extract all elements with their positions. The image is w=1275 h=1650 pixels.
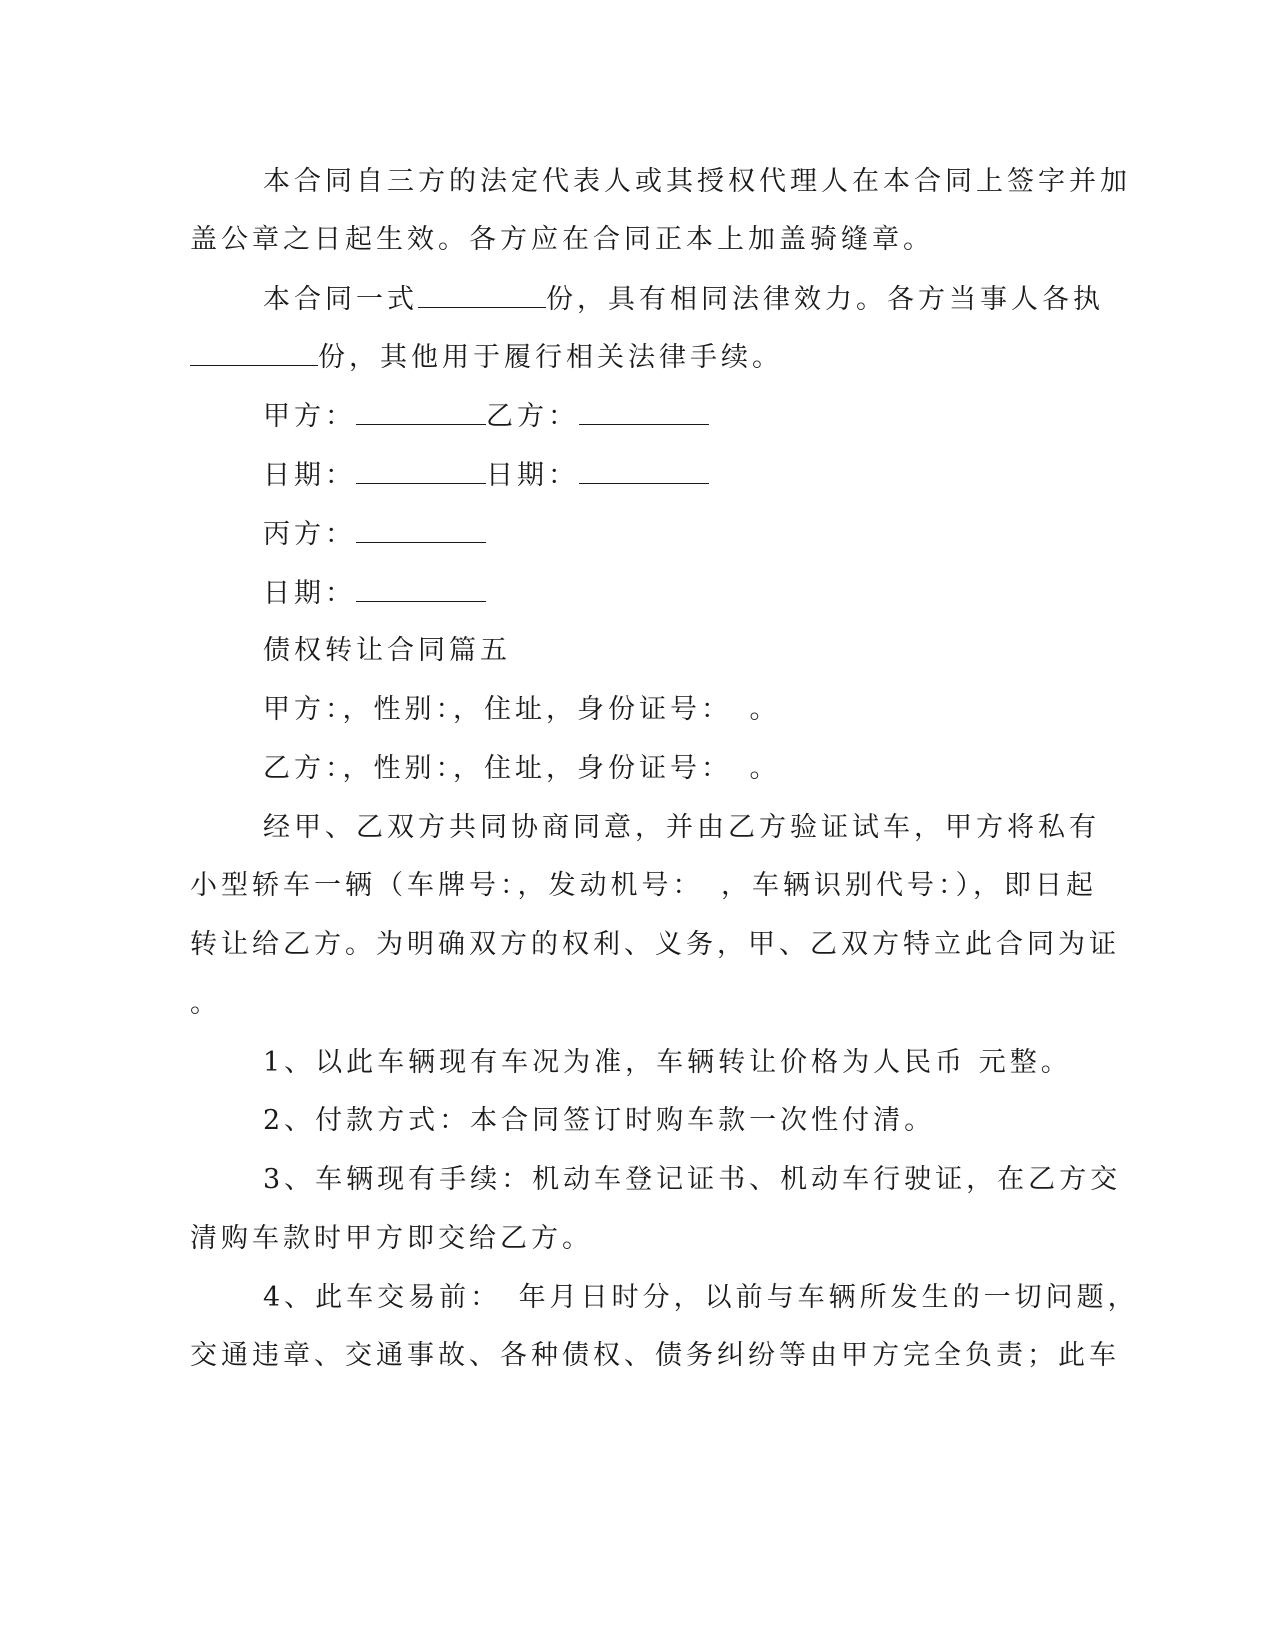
date-c-label: 日期： — [263, 578, 356, 609]
clause-1: 1、以此车辆现有车况为准，车辆转让价格为人民币 元整。 — [263, 1047, 1072, 1078]
party-a-label: 甲方： — [263, 401, 356, 432]
signature-row-date-c — [263, 575, 486, 612]
signature-row-party-c — [263, 516, 486, 553]
signature-row-parties-ab — [263, 398, 709, 435]
paragraph-copies-line-1 — [263, 281, 1104, 318]
party-a-blank — [356, 398, 486, 425]
clause-3-line-1: 3、车辆现有手续：机动车登记证书、机动车行驶证，在乙方交 — [263, 1164, 1122, 1195]
section-title: 债权转让合同篇五 — [263, 635, 511, 666]
date-a-label: 日期： — [263, 460, 356, 491]
copies-text-pre: 本合同一式 — [263, 284, 418, 315]
party-c-label: 丙方： — [263, 519, 356, 550]
clause-3-line-2: 清购车款时甲方即交给乙方。 — [190, 1223, 593, 1254]
paragraph-copies-line-2 — [190, 339, 783, 376]
clause-4-line-1: 4、此车交易前： 年月日时分，以前与车辆所发生的一切问题， — [263, 1282, 1139, 1313]
copies-line2-text: 份，其他用于履行相关法律手续。 — [318, 342, 783, 373]
copies-each-blank — [190, 339, 318, 366]
paragraph-effectiveness-line-1: 本合同自三方的法定代表人或其授权代理人在本合同上签字并加 — [263, 166, 1131, 197]
intro-line-1: 经甲、乙双方共同协商同意，并由乙方验证试车，甲方将私有 — [263, 812, 1100, 843]
date-a-blank — [356, 457, 486, 484]
party-a-info: 甲方：，性别：，住址，身份证号： 。 — [263, 694, 781, 725]
copies-text-post: 份，具有相同法律效力。各方当事人各执 — [546, 284, 1104, 315]
party-c-blank — [356, 516, 486, 543]
intro-line-3: 转让给乙方。为明确双方的权利、义务，甲、乙双方特立此合同为证 — [190, 929, 1120, 960]
signature-row-dates-ab — [263, 457, 709, 494]
paragraph-effectiveness-line-2: 盖公章之日起生效。各方应在合同正本上加盖骑缝章。 — [190, 224, 934, 255]
date-c-blank — [356, 575, 486, 602]
clause-4-line-2: 交通违章、交通事故、各种债权、债务纠纷等由甲方完全负责；此车 — [190, 1340, 1120, 1371]
intro-line-4: 。 — [190, 988, 221, 1019]
clause-2: 2、付款方式：本合同签订时购车款一次性付清。 — [263, 1105, 936, 1136]
copies-count-blank — [418, 281, 546, 308]
party-b-info: 乙方：，性别：，住址，身份证号： 。 — [263, 753, 781, 784]
date-b-blank — [579, 457, 709, 484]
party-b-label: 乙方： — [486, 401, 579, 432]
intro-line-2: 小型轿车一辆（车牌号：，发动机号： ，车辆识别代号：），即日起 — [190, 870, 1097, 901]
date-b-label: 日期： — [486, 460, 579, 491]
party-b-blank — [579, 398, 709, 425]
